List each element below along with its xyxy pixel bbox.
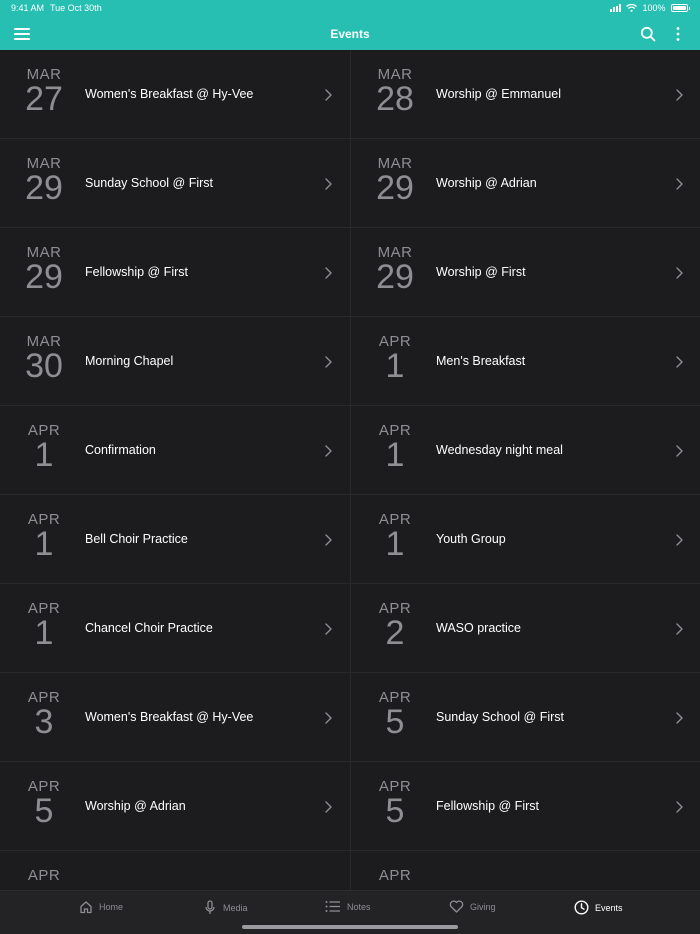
event-date <box>367 244 423 296</box>
event-title: Women's Breakfast @ Hy-Vee <box>85 87 254 101</box>
event-title: Worship @ First <box>436 265 526 279</box>
event-month: APR <box>27 689 61 706</box>
event-month: APR <box>27 422 61 439</box>
tab-bar <box>0 890 700 934</box>
event-row[interactable] <box>350 317 700 406</box>
event-title: Women's Breakfast @ Hy-Vee <box>85 710 254 724</box>
event-month: MAR <box>26 155 62 172</box>
event-day: 29 <box>376 258 414 296</box>
event-day: 29 <box>376 169 414 207</box>
tab-home[interactable] <box>79 900 123 914</box>
event-day: 27 <box>25 80 63 118</box>
event-month: MAR <box>377 244 413 261</box>
event-day: 2 <box>385 614 405 652</box>
event-row[interactable] <box>0 317 350 406</box>
chevron-right-icon <box>323 177 333 191</box>
event-title: Men's Breakfast <box>436 354 526 368</box>
event-title: Worship @ Adrian <box>85 799 186 813</box>
tab-label: Media <box>223 902 248 913</box>
tab-media[interactable] <box>203 900 248 915</box>
tab-notes[interactable] <box>325 900 371 913</box>
page-title: Events <box>330 27 370 41</box>
event-month: APR <box>27 778 61 795</box>
event-date <box>16 778 72 830</box>
chevron-right-icon <box>323 88 333 102</box>
event-title: Bell Choir Practice <box>85 532 188 546</box>
chevron-right-icon <box>323 533 333 547</box>
chevron-right-icon <box>323 266 333 280</box>
event-row[interactable] <box>0 50 350 139</box>
event-day: 5 <box>385 703 405 741</box>
event-date <box>16 244 72 296</box>
event-day: 1 <box>34 525 54 563</box>
event-day: 30 <box>25 347 63 385</box>
tab-giving[interactable] <box>449 900 496 913</box>
event-date <box>367 511 423 563</box>
microphone-icon <box>203 900 217 915</box>
chevron-right-icon <box>323 355 333 369</box>
chevron-right-icon <box>674 711 684 725</box>
event-day: 29 <box>25 169 63 207</box>
event-date <box>367 778 423 830</box>
event-row[interactable] <box>350 406 700 495</box>
chevron-right-icon <box>323 800 333 814</box>
chevron-right-icon <box>674 800 684 814</box>
event-date <box>16 511 72 563</box>
status-time: 9:41 AM <box>11 3 45 13</box>
event-day: 1 <box>385 436 405 474</box>
event-month: APR <box>378 333 412 350</box>
status-date: Tue Oct 30th <box>50 3 102 13</box>
event-month: MAR <box>26 333 62 350</box>
tab-label: Events <box>595 902 623 913</box>
status-bar <box>0 0 700 16</box>
clock-icon <box>574 900 589 915</box>
event-date <box>16 155 72 207</box>
tab-label: Home <box>99 902 124 912</box>
event-date <box>16 867 72 885</box>
event-row[interactable] <box>350 139 700 228</box>
chevron-right-icon <box>674 622 684 636</box>
event-row[interactable] <box>0 851 350 890</box>
event-title: Fellowship @ First <box>436 799 539 813</box>
tab-label: Giving <box>470 901 496 912</box>
event-month: APR <box>378 511 412 528</box>
event-row[interactable] <box>0 584 350 673</box>
chevron-right-icon <box>674 533 684 547</box>
event-title: Confirmation <box>85 443 156 457</box>
event-month: APR <box>27 511 61 528</box>
event-date <box>16 689 72 741</box>
event-date <box>16 333 72 385</box>
event-date <box>16 422 72 474</box>
event-date <box>367 689 423 741</box>
battery-percent: 100% <box>642 3 666 13</box>
more-options-icon[interactable] <box>671 26 685 42</box>
event-month: APR <box>378 778 412 795</box>
event-month: APR <box>378 867 412 884</box>
event-month: APR <box>27 600 61 617</box>
event-row[interactable] <box>350 495 700 584</box>
event-title: Worship @ Adrian <box>436 176 537 190</box>
event-month: APR <box>27 867 61 884</box>
event-month: MAR <box>26 66 62 83</box>
event-day: 1 <box>385 525 405 563</box>
event-month: MAR <box>26 244 62 261</box>
event-row[interactable] <box>0 228 350 317</box>
event-day: 1 <box>34 436 54 474</box>
event-title: Wednesday night meal <box>436 443 563 457</box>
event-day: 5 <box>34 792 54 830</box>
chevron-right-icon <box>674 355 684 369</box>
event-day: 1 <box>34 614 54 652</box>
chevron-right-icon <box>674 88 684 102</box>
event-row[interactable] <box>350 228 700 317</box>
search-icon[interactable] <box>640 26 656 42</box>
chevron-right-icon <box>674 266 684 280</box>
event-title: Sunday School @ First <box>436 710 565 724</box>
event-title: Worship @ Emmanuel <box>436 87 561 101</box>
event-row[interactable] <box>0 495 350 584</box>
home-indicator <box>242 925 458 929</box>
event-row[interactable] <box>0 673 350 762</box>
chevron-right-icon <box>323 622 333 636</box>
event-date <box>367 600 423 652</box>
event-month: MAR <box>377 66 413 83</box>
events-grid <box>0 50 700 890</box>
event-title: Fellowship @ First <box>85 265 188 279</box>
cellular-signal-icon <box>610 4 621 12</box>
home-icon <box>79 900 93 914</box>
event-row[interactable] <box>350 762 700 851</box>
event-date <box>367 867 423 885</box>
event-title: WASO practice <box>436 621 521 635</box>
event-date <box>16 66 72 118</box>
nav-header <box>0 0 700 50</box>
event-month: MAR <box>377 155 413 172</box>
event-date <box>367 422 423 474</box>
list-icon <box>325 900 341 913</box>
event-day: 1 <box>385 347 405 385</box>
event-month: APR <box>378 600 412 617</box>
event-month: APR <box>378 422 412 439</box>
tab-events[interactable] <box>574 900 623 915</box>
heart-icon <box>449 900 464 913</box>
wifi-icon <box>626 4 637 12</box>
event-row[interactable] <box>350 50 700 139</box>
event-row[interactable] <box>0 406 350 495</box>
event-day: 3 <box>34 703 54 741</box>
event-title: Chancel Choir Practice <box>85 621 213 635</box>
event-row[interactable] <box>350 673 700 762</box>
event-row[interactable] <box>350 584 700 673</box>
event-title: Sunday School @ First <box>85 176 214 190</box>
chevron-right-icon <box>674 177 684 191</box>
event-row[interactable] <box>0 762 350 851</box>
event-title: Youth Group <box>436 532 506 546</box>
event-month: APR <box>378 689 412 706</box>
chevron-right-icon <box>323 711 333 725</box>
event-day: 28 <box>376 80 414 118</box>
event-date <box>367 333 423 385</box>
event-date <box>367 155 423 207</box>
event-date <box>16 600 72 652</box>
event-row[interactable] <box>350 851 700 890</box>
event-day: 5 <box>385 792 405 830</box>
status-indicators <box>610 3 690 13</box>
event-row[interactable] <box>0 139 350 228</box>
chevron-right-icon <box>674 444 684 458</box>
event-day: 29 <box>25 258 63 296</box>
event-date <box>367 66 423 118</box>
tab-label: Notes <box>347 901 371 912</box>
battery-icon <box>671 4 688 12</box>
event-title: Morning Chapel <box>85 354 174 368</box>
chevron-right-icon <box>323 444 333 458</box>
